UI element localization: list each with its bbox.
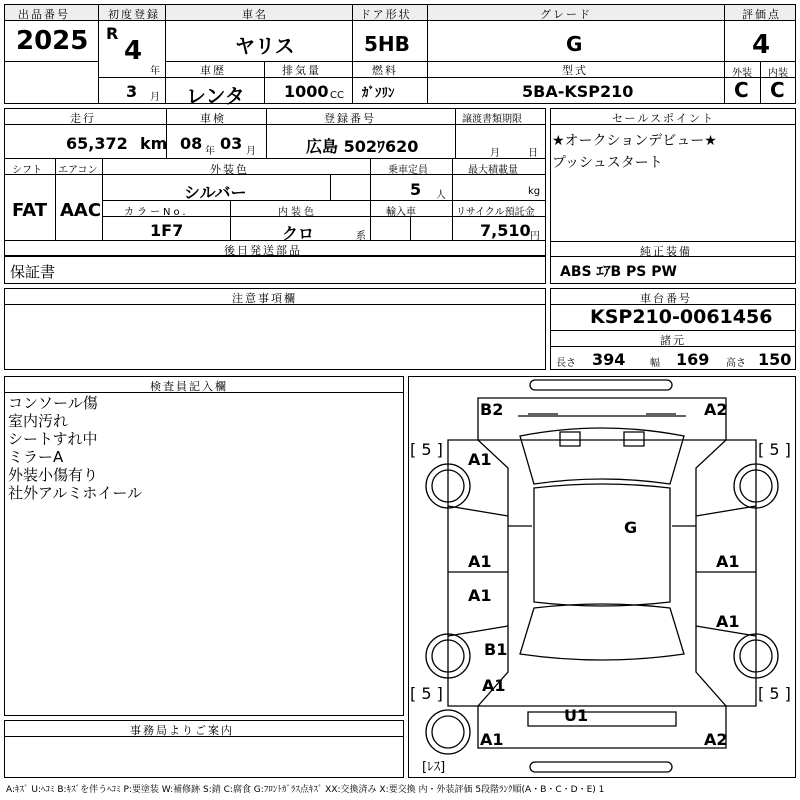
displacement-value: 1000	[284, 82, 329, 101]
car-name-label: 車名	[242, 8, 268, 21]
model-value: 5BA-KSP210	[522, 82, 634, 101]
ext-grade: C	[734, 78, 749, 102]
capacity-value: 5	[410, 180, 422, 199]
recycle-value: 7,510	[480, 221, 531, 240]
tire-depth: [ 5 ]	[758, 440, 791, 459]
history-label: 車歴	[200, 64, 226, 77]
inspector-note: 室内汚れ	[8, 412, 69, 430]
chassis-value: KSP210-0061456	[590, 306, 773, 328]
era: R	[106, 24, 119, 43]
sales-line-1: ★オークションデビュー★	[552, 133, 717, 149]
fuel-label: 燃料	[372, 64, 398, 77]
interior-color-value: クロ	[282, 224, 315, 243]
interior-color-suffix: 系	[356, 231, 366, 242]
mileage-value: 65,372	[66, 134, 128, 153]
detail-block	[4, 108, 546, 256]
height-value: 150	[758, 350, 792, 369]
car-diagram	[408, 376, 796, 778]
transfer-label: 譲渡書類期限	[462, 114, 522, 125]
color-no-label: カラーNo.	[124, 207, 189, 218]
damage-mark: A1	[468, 552, 492, 571]
tire-depth: [ 5 ]	[410, 440, 443, 459]
damage-mark: A1	[468, 586, 492, 605]
recycle-unit: 円	[530, 231, 540, 242]
score-label: 評価点	[742, 8, 781, 21]
damage-mark: A2	[704, 400, 728, 419]
color-no-value: 1F7	[150, 221, 184, 240]
cc-unit: CC	[330, 90, 344, 101]
inspector-note: 社外アルミホイール	[8, 484, 143, 502]
width-label: 幅	[650, 358, 660, 369]
inspector-label: 検査員記入欄	[150, 380, 228, 393]
later-parts-value: 保証書	[10, 263, 56, 281]
inspection-month: 03	[220, 134, 243, 153]
tire-depth: [ 5 ]	[758, 684, 791, 703]
damage-mark: A1	[480, 730, 504, 749]
inspection-year-unit: 年	[205, 146, 215, 157]
model-label: 型式	[562, 64, 588, 77]
ac-label: エアコン	[58, 165, 98, 176]
inspection-label: 車検	[200, 112, 226, 125]
ac-value: AAC	[60, 200, 102, 221]
year-unit: 年	[150, 66, 160, 77]
shift-value: FAT	[12, 200, 48, 221]
lot-number: 2025	[16, 26, 89, 56]
equipment-label: 純正装備	[640, 245, 692, 258]
damage-mark: A1	[482, 676, 506, 695]
fuel-value: ｶﾞｿﾘﾝ	[362, 86, 395, 101]
inspector-note: コンソール傷	[8, 394, 98, 412]
ext-label: 外装	[732, 68, 752, 79]
dims-label: 諸元	[660, 334, 686, 347]
km-unit: km	[140, 134, 168, 153]
month-unit: 月	[150, 92, 160, 103]
caution-label: 注意事項欄	[232, 292, 297, 305]
load-unit: kg	[528, 186, 541, 197]
lot-label: 出品番号	[18, 8, 70, 21]
color-value: シルバー	[184, 183, 247, 202]
door-type: 5HB	[364, 32, 410, 56]
capacity-unit: 人	[436, 190, 446, 201]
capacity-label: 乗車定員	[388, 165, 428, 176]
width-value: 169	[676, 350, 710, 369]
plate-label: 登録番号	[324, 112, 376, 125]
transfer-day: 日	[528, 148, 538, 159]
damage-mark: U1	[564, 706, 589, 725]
legend: A:ｷｽﾞ U:ﾍｺﾐ B:ｷｽﾞを伴うﾍｺﾐ P:要塗装 W:補修跡 S:錆 C:腐食 G:ﾌﾛﾝﾄｶﾞﾗｽ点ｷｽﾞ XX:交換済み X:要交換 内・外装評価 5段階ﾗﾝｸ順(A・B・C・D・E) 1	[6, 785, 605, 795]
inspector-note: シートすれ中	[8, 430, 98, 448]
damage-mark: G	[624, 518, 638, 537]
later-parts-box	[4, 256, 546, 284]
reg-year: 4	[124, 36, 143, 66]
displacement-label: 排気量	[282, 64, 321, 77]
recycle-label: リサイクル預託金	[456, 207, 535, 218]
tire-depth: [ 5 ]	[410, 684, 443, 703]
first-reg-label: 初度登録	[108, 8, 160, 21]
damage-mark: A1	[716, 552, 740, 571]
damage-mark: B2	[480, 400, 504, 419]
damage-mark: A1	[716, 612, 740, 631]
length-label: 長さ	[556, 358, 576, 369]
sales-line-2: プッシュスタート	[552, 155, 663, 171]
sales-point-label: セールスポイント	[612, 112, 716, 125]
interior-color-label: 内装色	[278, 207, 317, 218]
equipment-value: ABS ｴｱB PS PW	[560, 264, 677, 280]
mileage-label: 走行	[70, 112, 96, 125]
plate-value: 広島 502ﾜ620	[306, 137, 419, 156]
load-label: 最大積載量	[468, 165, 518, 176]
int-label: 内装	[768, 68, 788, 79]
reg-month: 3	[126, 82, 138, 101]
inspector-note: 外装小傷有り	[8, 466, 99, 484]
chassis-label: 車台番号	[640, 292, 692, 305]
inspection-year: 08	[180, 134, 203, 153]
shift-label: シフト	[12, 165, 42, 176]
inspection-month-unit: 月	[246, 146, 256, 157]
score-value: 4	[752, 30, 771, 60]
history-value: レンタ	[186, 84, 245, 108]
damage-mark: A1	[468, 450, 492, 469]
transfer-month: 月	[490, 148, 500, 159]
spare-tire: [ﾚｽ]	[422, 760, 446, 775]
damage-mark: A2	[704, 730, 728, 749]
damage-mark: B1	[484, 640, 508, 659]
inspector-note: ミラーA	[8, 448, 64, 466]
office-label: 事務局よりご案内	[130, 724, 234, 737]
car-name: ヤリス	[235, 34, 295, 58]
later-parts-label: 後日発送部品	[224, 244, 302, 257]
grade-label: グレード	[540, 8, 592, 21]
color-label: 外装色	[210, 163, 249, 176]
import-label: 輸入車	[386, 207, 416, 218]
length-value: 394	[592, 350, 626, 369]
int-grade: C	[770, 78, 785, 102]
grade-value: G	[566, 32, 583, 56]
height-label: 高さ	[726, 358, 746, 369]
door-label: ドア形状	[360, 8, 412, 21]
